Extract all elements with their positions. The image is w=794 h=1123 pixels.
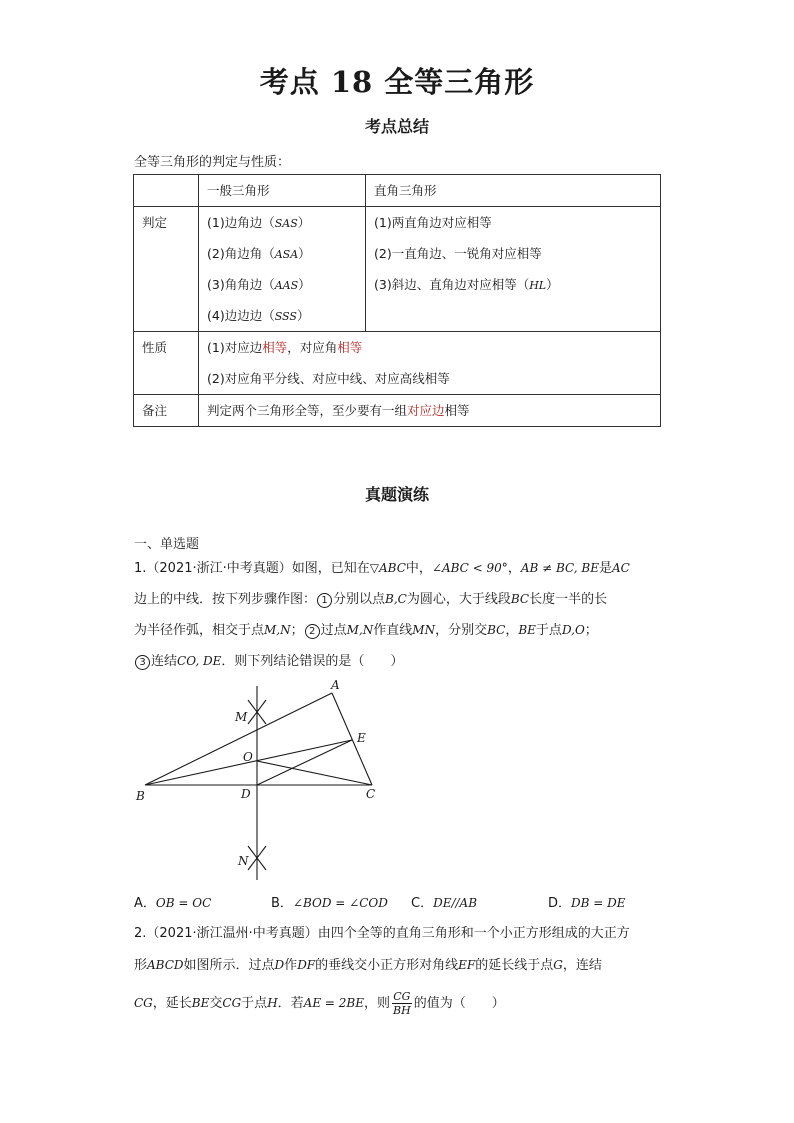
label-O: O (243, 750, 253, 764)
row-label: 性质 (134, 332, 199, 395)
table-cell-line: (3)角角边（AAS） (207, 277, 311, 292)
q1-line-1: 1.（2021·浙江·中考真题）如图，已知在▽ABC中，∠ABC < 90°，AB ≠ BC, BE是AC (134, 561, 630, 576)
table-cell-line: (2)对应角平分线、对应中线、对应高线相等 (207, 371, 450, 386)
step-number: 1 (317, 593, 332, 608)
step-number: 2 (305, 624, 320, 639)
table-cell-line: (3)斜边、直角边对应相等（HL） (374, 277, 559, 292)
segment-OC (257, 761, 372, 785)
label-M: M (235, 710, 248, 724)
step-number: 3 (135, 655, 150, 670)
label-N: N (238, 854, 249, 868)
section-label: 一、单选题 (134, 537, 200, 552)
table-cell-line: (1)边角边（SAS） (207, 215, 311, 230)
table-header-cell: 直角三角形 (366, 175, 661, 207)
label-E: E (357, 731, 366, 745)
table-header-cell: 一般三角形 (199, 175, 366, 207)
option-c[interactable]: C．DE//AB (411, 896, 478, 911)
page-title: 考点 18 全等三角形 (259, 65, 535, 99)
note-cell: 判定两个三角形全等，至少要有一组对应边相等 (199, 395, 661, 427)
table-cell-line: (2)一直角边、一锐角对应相等 (374, 246, 542, 261)
option-b[interactable]: B．∠BOD = ∠COD (271, 896, 388, 911)
label-A: A (331, 678, 340, 692)
option-d[interactable]: D．DB = DE (548, 896, 626, 911)
table-cell-line: (2)角边角（ASA） (207, 246, 311, 261)
practice-heading: 真题演练 (364, 485, 429, 504)
segment-AC (332, 693, 372, 785)
summary-heading: 考点总结 (364, 117, 429, 136)
label-C: C (366, 787, 376, 801)
label-B: B (136, 789, 145, 803)
q1-line-2: 边上的中线．按下列步骤作图： 1 分别以点B,C为圆心，大于线段BC长度一半的长 (134, 592, 608, 607)
option-a[interactable]: A．OB = OC (134, 896, 212, 911)
q2-line-2: 形ABCD如图所示．过点D作DF的垂线交小正方形对角线EF的延长线于点G，连结 (134, 958, 602, 973)
q2-line-1: 2.（2021·浙江温州·中考真题）由四个全等的直角三角形和一个小正方形组成的大正方 (134, 926, 630, 941)
row-label: 判定 (134, 207, 199, 332)
table-cell-line: (1)两直角边对应相等 (374, 215, 492, 230)
q2-line-3: CG，延长BE交CG于点H．若AE = 2BE，则 $\frac{CG}{BH}$ 的值为（ ） (134, 990, 505, 1017)
row-label: 备注 (134, 395, 199, 427)
table-cell-line: (1)对应边相等，对应角相等 (207, 340, 363, 355)
fraction-cg-bh: $\frac{CG}{BH}$ (393, 990, 411, 1017)
q1-line-4: 3 连结CO, DE．则下列结论错误的是（ ） (134, 653, 403, 670)
label-D: D (241, 787, 251, 801)
table-cell-line: (4)边边边（SSS） (207, 308, 310, 323)
q1-line-3: 为半径作弧，相交于点M,N； 2 过点M,N作直线MN，分别交BC，BE于点D,O； (134, 623, 598, 638)
intro-text: 全等三角形的判定与性质： (134, 155, 291, 170)
